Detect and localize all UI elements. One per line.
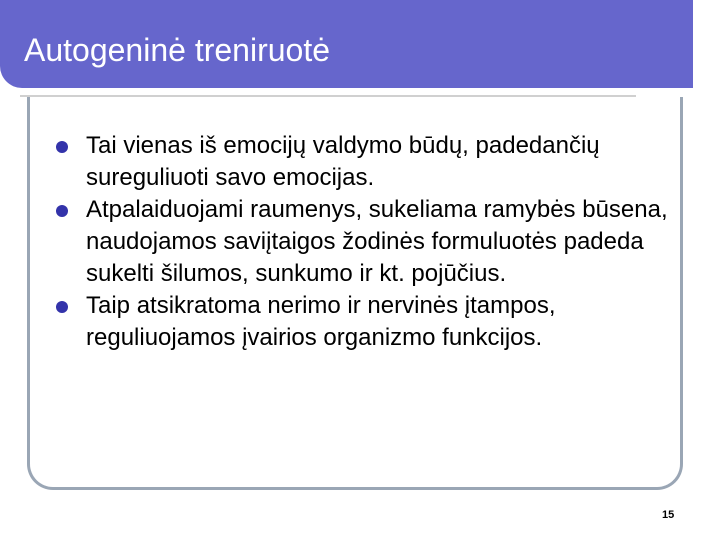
bullet-item bbox=[56, 290, 676, 354]
bullet-dot-icon bbox=[56, 301, 68, 313]
bullet-dot-icon bbox=[56, 141, 68, 153]
bullet-list bbox=[56, 130, 676, 354]
bullet-text: Taip atsikratoma nerimo ir nervinės įtampos, reguliuojamos įvairios organizmo funkcijos. bbox=[86, 292, 556, 351]
bullet-item bbox=[56, 194, 676, 290]
bullet-text: Tai vienas iš emocijų valdymo būdų, padedančių sureguliuoti savo emocijas. bbox=[86, 132, 600, 191]
bullet-dot-icon bbox=[56, 205, 68, 217]
slide-title: Autogeninė treniruotė bbox=[24, 32, 330, 68]
bullet-item bbox=[56, 130, 676, 194]
bullet-text: Atpalaiduojami raumenys, sukeliama ramybės būsena, naudojamos saviįtaigos žodinės formuluotės padeda sukelti šilumos, sunkumo ir kt. pojūčius. bbox=[86, 196, 668, 287]
page-number: 15 bbox=[662, 509, 675, 521]
